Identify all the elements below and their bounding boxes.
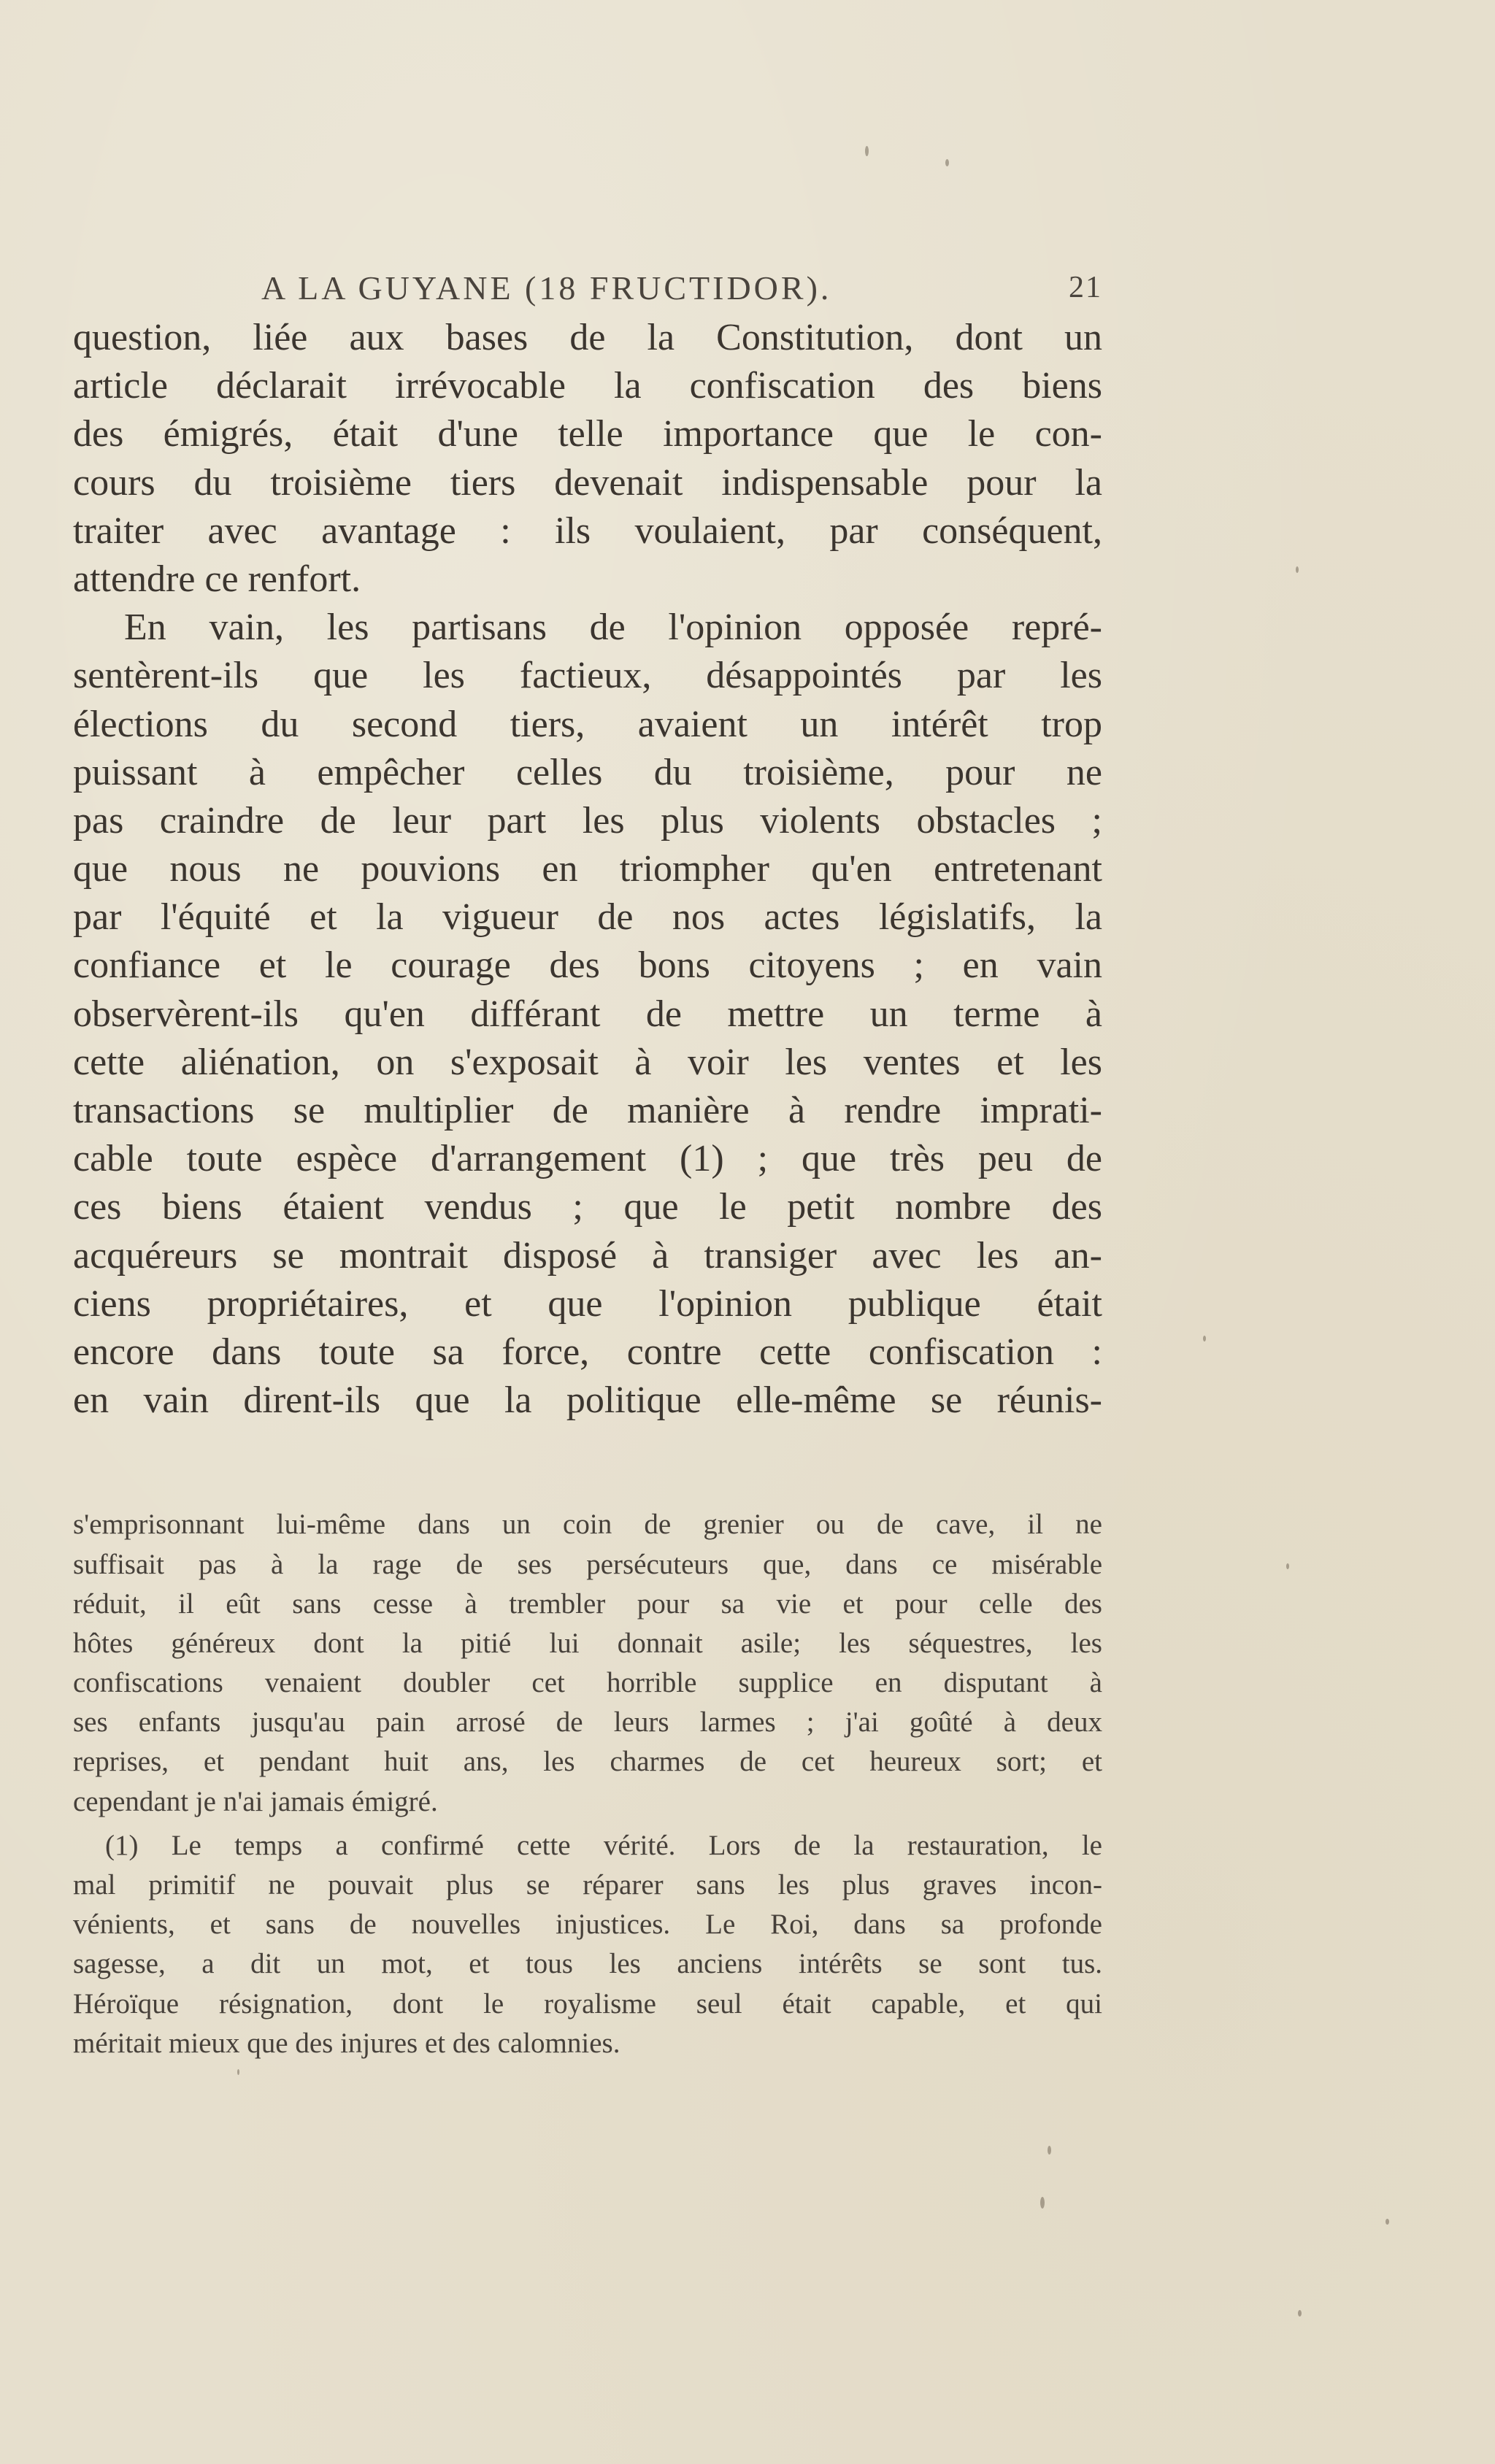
book-page: [73, 263, 1102, 2063]
footnote-line: s'emprisonnant lui-même dans un coin de grenier ou de cave, il ne: [73, 1509, 1102, 1541]
paper-speck: [237, 2069, 239, 2075]
footnote-line: mal primitif ne pouvait plus se réparer sans les plus graves incon-: [73, 1869, 1102, 1901]
text-line: observèrent-ils qu'en différant de mettre un terme à: [73, 993, 1102, 1035]
footnote-line: cependant je n'ai jamais émigré.: [73, 1785, 438, 1817]
footnote-line: suffisait pas à la rage de ses persécuteurs que, dans ce misérable: [73, 1548, 1102, 1580]
footnote-line: confiscations venaient doubler cet horrible supplice en disputant à: [73, 1667, 1102, 1699]
paragraph: [73, 604, 1102, 1425]
main-text: [73, 314, 1102, 1425]
text-line: cours du troisième tiers devenait indispensable pour la: [73, 461, 1102, 504]
text-line: puissant à empêcher celles du troisième, pour ne: [73, 751, 1102, 793]
footnote-1: [73, 1826, 1102, 2063]
text-line: En vain, les partisans de l'opinion opposée repré-: [124, 607, 1102, 649]
text-line: par l'équité et la vigueur de nos actes législatifs, la: [73, 896, 1102, 939]
text-line: acquéreurs se montrait disposé à transiger avec les an-: [73, 1234, 1102, 1277]
text-line: encore dans toute sa force, contre cette confiscation :: [73, 1331, 1102, 1373]
text-line: élections du second tiers, avaient un intérêt trop: [73, 703, 1102, 745]
text-line: sentèrent-ils que les factieux, désappointés par les: [73, 655, 1102, 697]
text-line: pas craindre de leur part les plus violents obstacles ;: [73, 799, 1102, 842]
footnote-line: (1) Le temps a confirmé cette vérité. Lors de la restauration, le: [105, 1829, 1102, 1861]
text-line: des émigrés, était d'une telle importance que le con-: [73, 413, 1102, 455]
text-line: cable toute espèce d'arrangement (1) ; que très peu de: [73, 1138, 1102, 1180]
paper-speck: [945, 159, 949, 166]
running-head: [73, 263, 1102, 314]
footnote-line: Héroïque résignation, dont le royalisme seul était capable, et qui: [73, 1987, 1102, 2020]
paper-speck: [1048, 2146, 1051, 2155]
paper-speck: [1296, 566, 1299, 573]
footnote-line: reprises, et pendant huit ans, les charmes de cet heureux sort; et: [73, 1746, 1102, 1778]
running-head-title: A LA GUYANE (18 FRUCTIDOR).: [261, 269, 832, 307]
text-line: article déclarait irrévocable la confiscation des biens: [73, 365, 1102, 407]
footnote-continued: [73, 1505, 1102, 1822]
paper-speck: [1298, 2310, 1302, 2317]
footnote-line: vénients, et sans de nouvelles injustices. Le Roi, dans sa profonde: [73, 1909, 1102, 1941]
paper-speck: [865, 146, 869, 156]
text-line: question, liée aux bases de la Constitution, dont un: [73, 317, 1102, 358]
footnote-line: ses enfants jusqu'au pain arrosé de leurs larmes ; j'ai goûté à deux: [73, 1706, 1102, 1739]
paper-speck: [1286, 1563, 1289, 1569]
text-line: ciens propriétaires, et que l'opinion publique était: [73, 1282, 1102, 1325]
text-line: cette aliénation, on s'exposait à voir les ventes et les: [73, 1041, 1102, 1083]
text-line: que nous ne pouvions en triompher qu'en entretenant: [73, 848, 1102, 890]
footnote-line: hôtes généreux dont la pitié lui donnait asile; les séquestres, les: [73, 1627, 1102, 1659]
text-line: ces biens étaient vendus ; que le petit nombre des: [73, 1186, 1102, 1228]
text-line: transactions se multiplier de manière à rendre imprati-: [73, 1090, 1102, 1131]
footnote-line: sagesse, a dit un mot, et tous les anciens intérêts se sont tus.: [73, 1948, 1102, 1980]
text-line: attendre ce renfort.: [73, 558, 361, 600]
page-number: 21: [1069, 271, 1102, 304]
paragraph: [73, 314, 1102, 604]
text-line: traiter avec avantage : ils voulaient, par conséquent,: [73, 509, 1102, 552]
paper-speck: [1040, 2197, 1045, 2209]
paper-speck: [1203, 1336, 1206, 1341]
footnote-line: réduit, il eût sans cesse à trembler pour sa vie et pour celle des: [73, 1587, 1102, 1620]
text-line: confiance et le courage des bons citoyens ; en vain: [73, 944, 1102, 987]
text-line: en vain dirent-ils que la politique elle-même se réunis-: [73, 1379, 1102, 1422]
footnotes: [73, 1505, 1102, 2063]
footnote-line: méritait mieux que des injures et des calomnies.: [73, 2027, 620, 2059]
paper-speck: [1386, 2219, 1389, 2225]
